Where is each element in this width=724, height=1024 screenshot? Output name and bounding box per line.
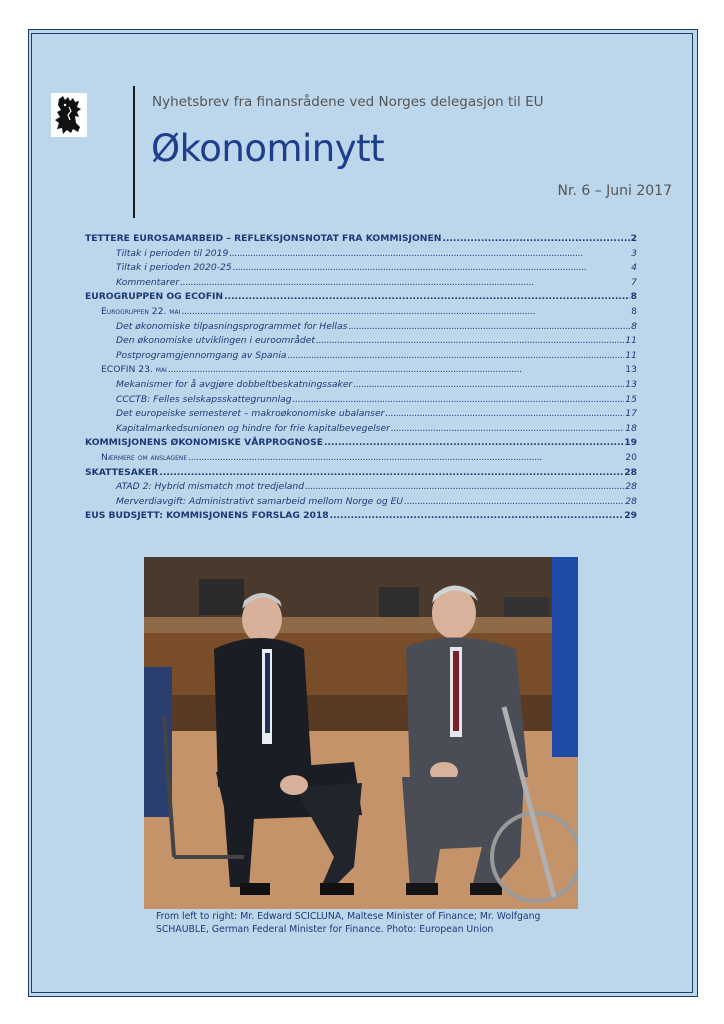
toc-entry[interactable]: [85, 394, 637, 409]
toc-entry[interactable]: [85, 437, 637, 452]
toc-leader-dots: [353, 379, 624, 390]
toc-leader-dots: [324, 437, 623, 448]
toc-entry-page: 28: [624, 466, 637, 478]
toc-entry-page: 13: [625, 364, 637, 376]
toc-entry-label: Det økonomiske tilpasningsprogrammet for Hellas: [116, 320, 348, 332]
issue-number: Nr. 6 – Juni 2017: [557, 183, 672, 199]
toc-entry[interactable]: [85, 408, 637, 423]
toc-entry[interactable]: [85, 233, 637, 248]
toc-entry-page: 3: [631, 247, 637, 259]
toc-entry-label: ATAD 2: Hybrid mismatch mot tredjeland: [116, 481, 305, 493]
norwegian-lion-coat-of-arms-icon: [51, 93, 87, 137]
toc-entry-page: 13: [625, 378, 637, 390]
toc-entry-page: 28: [625, 495, 637, 507]
toc-leader-dots: [316, 335, 624, 346]
toc-entry-page: 7: [631, 276, 637, 288]
toc-entry[interactable]: [85, 277, 637, 292]
toc-leader-dots: [168, 364, 624, 375]
toc-entry-page: 28: [625, 481, 637, 493]
toc-entry-page: 29: [624, 510, 637, 522]
toc-leader-dots: [348, 321, 630, 332]
toc-entry[interactable]: [85, 423, 637, 438]
toc-entry[interactable]: [85, 306, 637, 321]
toc-leader-dots: [188, 452, 624, 463]
toc-entry[interactable]: [85, 262, 637, 277]
toc-leader-dots: [233, 262, 630, 273]
toc-leader-dots: [442, 233, 629, 244]
ministers-photo: [144, 557, 578, 909]
toc-entry-label: Merverdiavgift: Administrativt samarbeid mellom Norge og EU: [116, 495, 404, 507]
toc-entry-label: Kapitalmarkedsunionen og hindre for frie kapitalbevegelser: [116, 422, 390, 434]
toc-leader-dots: [180, 277, 630, 288]
toc-entry-label: Tiltak i perioden 2020-25: [116, 262, 232, 274]
toc-leader-dots: [293, 394, 625, 405]
toc-entry-label: Nærmere om anslagene: [101, 451, 188, 463]
toc-entry[interactable]: [85, 364, 637, 379]
toc-entry-page: 8: [631, 320, 637, 332]
toc-entry-page: 18: [625, 422, 637, 434]
newsletter-title: Økonominytt: [151, 127, 385, 170]
toc-leader-dots: [224, 291, 630, 302]
toc-leader-dots: [391, 423, 624, 434]
toc-entry[interactable]: [85, 321, 637, 336]
toc-entry-label: Kommentarer: [116, 276, 180, 288]
toc-leader-dots: [181, 306, 630, 317]
toc-entry[interactable]: [85, 452, 637, 467]
toc-leader-dots: [305, 481, 624, 492]
toc-entry[interactable]: [85, 496, 637, 511]
toc-entry[interactable]: [85, 379, 637, 394]
toc-entry-page: 11: [625, 335, 637, 347]
photo-caption: From left to right: Mr. Edward SCICLUNA, Maltese Minister of Finance; Mr. Wolfgang SCHAUBLE, German Federal Minister for Finance. Photo: European Union: [156, 911, 541, 935]
toc-entry[interactable]: [85, 350, 637, 365]
toc-entry-label: SKATTESAKER: [85, 466, 159, 478]
toc-entry-page: 19: [624, 437, 637, 449]
toc-entry-page: 4: [631, 262, 637, 274]
toc-entry[interactable]: [85, 481, 637, 496]
toc-leader-dots: [159, 467, 623, 478]
toc-leader-dots: [288, 350, 625, 361]
toc-leader-dots: [385, 408, 624, 419]
toc-entry-label: Eurogruppen 22. mai: [101, 305, 181, 317]
toc-entry-label: Det europeiske semesteret – makroøkonomiske ubalanser: [116, 408, 385, 420]
toc-entry-label: CCCTB: Felles selskapsskattegrunnlag: [116, 393, 292, 405]
toc-entry-label: EUROGRUPPEN OG ECOFIN: [85, 291, 224, 303]
toc-entry-label: Mekanismer for å avgjøre dobbeltbeskatningssaker: [116, 378, 353, 390]
toc-entry-page: 11: [625, 349, 637, 361]
toc-entry[interactable]: [85, 291, 637, 306]
toc-entry-label: TETTERE EUROSAMARBEID – REFLEKSJONSNOTAT FRA KOMMISJONEN: [85, 233, 442, 244]
toc-leader-dots: [229, 248, 630, 259]
toc-leader-dots: [330, 510, 624, 521]
header-divider: [133, 86, 135, 218]
toc-entry[interactable]: [85, 248, 637, 263]
toc-entry-page: 15: [625, 393, 637, 405]
toc-entry[interactable]: [85, 510, 637, 525]
toc-entry-label: KOMMISJONENS ØKONOMISKE VÅRPROGNOSE: [85, 437, 323, 449]
toc-entry-label: Postprogramgjennomgang av Spania: [116, 349, 287, 361]
toc-entry-page: 17: [625, 408, 637, 420]
toc-entry-page: 2: [630, 233, 637, 244]
toc-entry-page: 8: [630, 291, 637, 303]
toc-entry-page: 20: [625, 451, 637, 463]
toc-entry-label: ECOFIN 23. mai: [101, 364, 167, 376]
toc-leader-dots: [404, 496, 624, 507]
toc-entry-page: 8: [631, 305, 637, 317]
toc-entry-label: Tiltak i perioden til 2019: [116, 247, 229, 259]
table-of-contents: [85, 233, 637, 525]
toc-entry-label: Den økonomiske utviklingen i euroområdet: [116, 335, 315, 347]
newsletter-subtitle: Nyhetsbrev fra finansrådene ved Norges delegasjon til EU: [152, 94, 544, 110]
toc-entry[interactable]: [85, 335, 637, 350]
toc-entry-label: EUS BUDSJETT: KOMMISJONENS FORSLAG 2018: [85, 510, 329, 522]
toc-entry[interactable]: [85, 467, 637, 482]
